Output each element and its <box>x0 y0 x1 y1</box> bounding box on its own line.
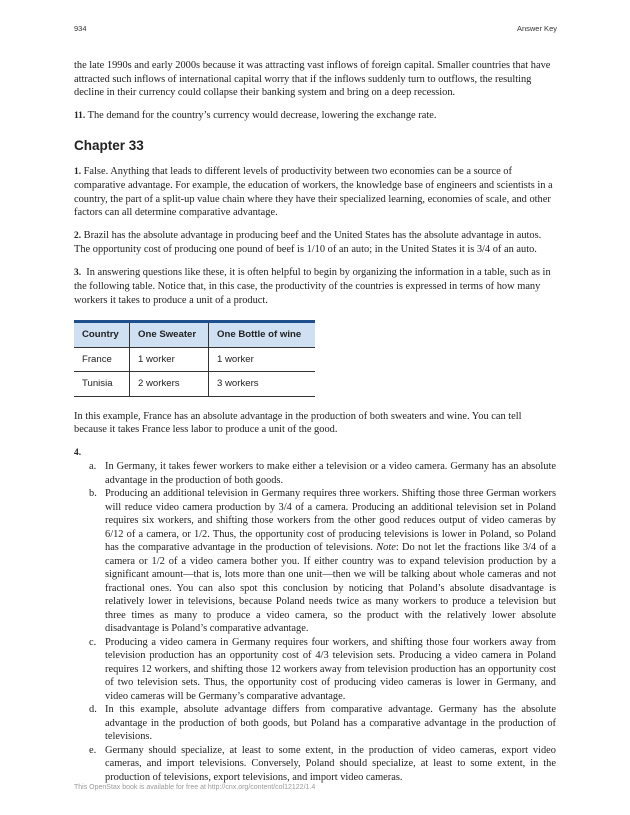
answer-text: In answering questions like these, it is often helpful to begin by organizing the information in a table, such as in the following table. Notice that, in this case, the productivity of the countries is expressed in terms of how many workers it takes to produce a unit of a product. <box>74 266 551 306</box>
list-item-text: Germany should specialize, at least to some extent, in the production of video cameras, export video cameras, and import televisions. Conversely, Poland should specialize, at least to some extent, in the production of televisions, export televisions, and import video cameras. <box>105 744 556 783</box>
list-item <box>89 636 556 704</box>
answer-number: 4. <box>74 447 82 458</box>
chapter-heading: Chapter 33 <box>74 138 144 153</box>
page-content <box>74 59 556 784</box>
running-header: Answer Key <box>516 24 557 33</box>
answer-1 <box>74 165 556 220</box>
list-item <box>89 744 556 785</box>
answer-3 <box>74 266 556 308</box>
list-item <box>89 460 556 487</box>
answer-2 <box>74 229 556 257</box>
answer-text: The demand for the country’s currency would decrease, lowering the exchange rate. <box>87 109 437 121</box>
list-marker: b. <box>89 488 97 499</box>
page-number: 934 <box>74 24 87 33</box>
answer-number: 3. <box>74 267 82 278</box>
column-header-country: Country <box>74 322 130 348</box>
table-cell-sweater: 2 workers <box>130 372 209 397</box>
table-cell-wine: 1 worker <box>209 347 316 372</box>
answer-text: Brazil has the absolute advantage in producing beef and the United States has the absolute advantage in autos. The opportunity cost of producing one pound of beef is 1/10 of an auto; in the United States it is 3/4 of an auto. <box>74 229 542 255</box>
column-header-sweater: One Sweater <box>130 322 209 348</box>
list-marker: e. <box>89 744 97 756</box>
productivity-table <box>74 320 315 397</box>
table-row <box>74 372 315 397</box>
list-item-text: : Do not let the fractions like 3/4 of a camera or 1/2 of a video camera bother you. If either country was to expand television production by a significant amount—that is, lots more than one unit—then we will be talking about whole cameras and not fractional ones. You can also spot this conclusion by noticing that Poland’s absolute disadvantage is relatively lower in televisions, because Poland needs twice as many workers to produce a television but three times as many to produce a video camera, so the product with the relatively lower absolute disadvantage is Poland’s comparative advantage. <box>105 542 556 634</box>
page-footer: This OpenStax book is available for free at http://cnx.org/content/col12122/1.4 <box>74 784 316 791</box>
answer-text: False. Anything that leads to different levels of productivity between two economies can be a source of comparative advantage. For example, the education of workers, the knowledge base of engineers and scientists in a country, the part of a split-up value chain where they have their specialized learning, economies of scale, and other factors can all determine comparative advantage. <box>74 165 553 218</box>
list-marker: a. <box>89 461 97 472</box>
column-header-wine: One Bottle of wine <box>209 322 316 348</box>
list-item <box>89 487 556 636</box>
table-cell-wine: 3 workers <box>209 372 316 397</box>
list-item-text: Producing a video camera in Germany requires four workers, and shifting those four workers away from television production has an opportunity cost of 4/3 television sets. Producing a video camera in Poland requires 12 workers, and shifting those 12 workers away from television production has an opportunity cost of two television sets. Thus, the opportunity cost of producing video cameras is lower in Germany, and video cameras will be Germany’s comparative advantage. <box>105 636 556 702</box>
table-header-row <box>74 322 315 348</box>
list-marker: c. <box>89 636 97 648</box>
list-marker: d. <box>89 704 97 715</box>
answer-number: 1. <box>74 166 82 177</box>
table-cell-sweater: 1 worker <box>130 347 209 372</box>
answer-4 <box>74 446 556 461</box>
answer-number: 2. <box>74 230 82 241</box>
table-cell-country: France <box>74 347 130 372</box>
list-item-text: In this example, absolute advantage differs from comparative advantage. Germany has the absolute advantage in the production of both goods, but Poland has a comparative advantage in the production of televisions. <box>105 704 556 742</box>
list-item <box>89 703 556 744</box>
table-row <box>74 347 315 372</box>
answer-number: 11. <box>74 110 86 121</box>
paragraph-continuation: the late 1990s and early 2000s because it was attracting vast inflows of foreign capital. Smaller countries that have attracted such inflows of international capital worry that if the inflows suddenly turn to outflows, the resulting decline in their currency could collapse their banking system and bring on a deep recession. <box>74 60 551 98</box>
note-label: Note <box>376 542 396 553</box>
answer-11 <box>74 109 556 124</box>
table-conclusion: In this example, France has an absolute advantage in the production of both sweaters and wine. You can tell because it takes France less labor to produce a unit of the good. <box>74 410 522 435</box>
table-cell-country: Tunisia <box>74 372 130 397</box>
list-item-text: In Germany, it takes fewer workers to make either a television or a video camera. Germany has an absolute advantage in the production of both goods. <box>105 461 556 486</box>
answer-4-list <box>74 460 556 784</box>
list-item-text: Producing an additional television in Germany requires three workers. Shifting those three German workers will reduce video camera production by 3/4 of a camera. Producing an additional television set in Poland requires six workers, and shifting those workers from the other good reduces output of video cameras by 6/12 of a camera, or 1/2. Thus, the opportunity cost of producing televisions is lower in Poland, so Poland has the comparative advantage in the production of televisions. <box>105 488 556 553</box>
